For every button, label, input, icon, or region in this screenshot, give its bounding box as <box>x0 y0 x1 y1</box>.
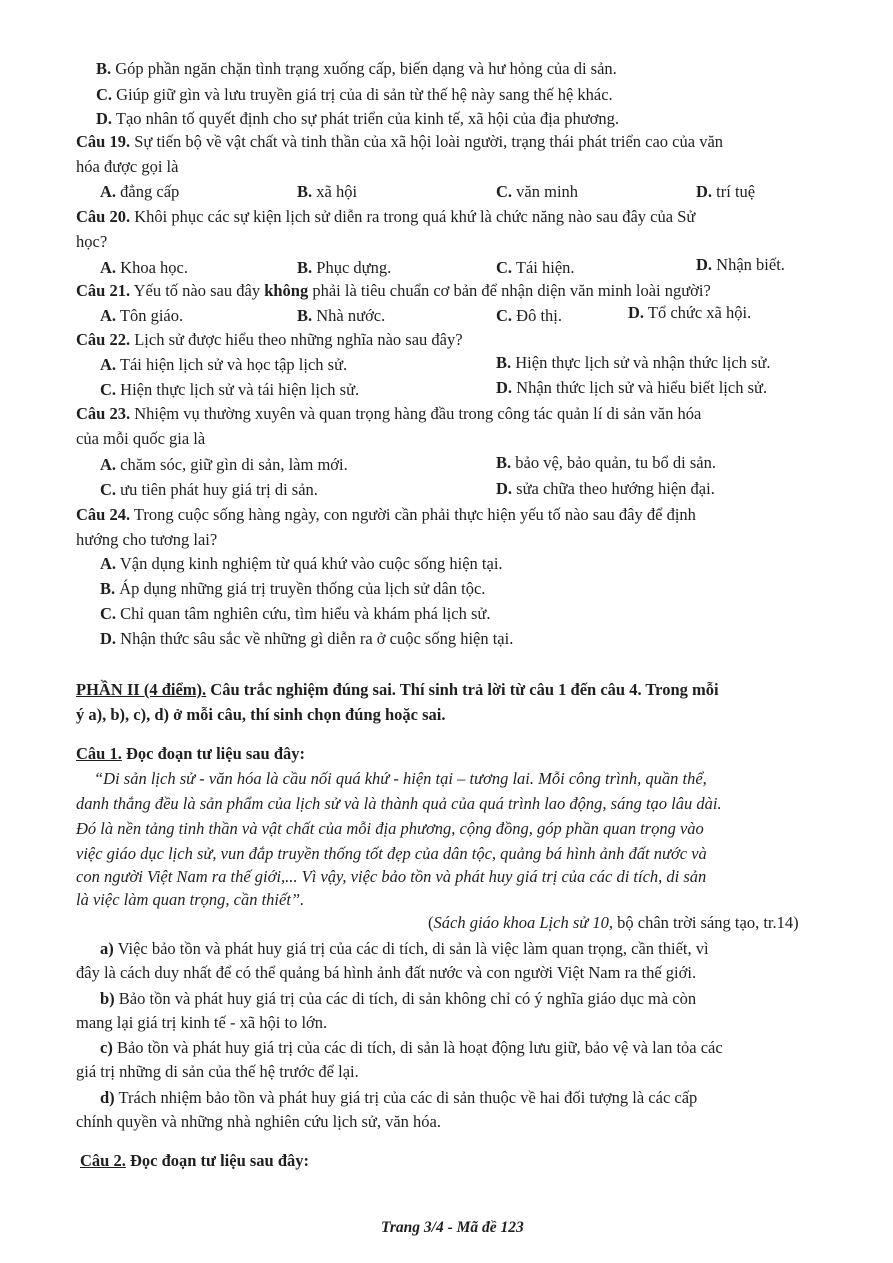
question-19: Câu 19. Sự tiến bộ về vật chất và tinh thần của xã hội loài người, trạng thái phát triển cao của văn <box>76 132 724 151</box>
s1-statement-d: d) Trách nhiệm bảo tồn và phát huy giá trị của các di sản thuộc về hai đối tượng là các cấp <box>100 1088 698 1107</box>
q19-option-a: A. đẳng cấp <box>100 182 180 201</box>
q19-option-b: B. xã hội <box>297 182 358 201</box>
question-24: Câu 24. Trong cuộc sống hàng ngày, con người cần phải thực hiện yếu tố nào sau đây để định <box>76 505 696 524</box>
q24-option-c: C. Chỉ quan tâm nghiên cứu, tìm hiểu và khám phá lịch sử. <box>100 604 491 623</box>
q19-option-c: C. văn minh <box>496 182 579 201</box>
s1-quote-line: việc giáo dục lịch sử, vun đắp truyền thống tốt đẹp của dân tộc, quảng bá hình ảnh đất nước và <box>76 844 707 863</box>
question-23-cont: của mỗi quốc gia là <box>76 429 206 448</box>
s1-statement-d-cont: chính quyền và những nhà nghiên cứu lịch sử, văn hóa. <box>76 1112 441 1131</box>
option-c: C. Giúp giữ gìn và lưu truyền giá trị của di sản từ thế hệ này sang thế hệ khác. <box>96 85 613 104</box>
question-20: Câu 20. Khôi phục các sự kiện lịch sử diễn ra trong quá khứ là chức năng nào sau đây của Sử <box>76 207 696 226</box>
s1-quote-line: “Di sản lịch sử - văn hóa là cầu nối quá khứ - hiện tại – tương lai. Mỗi công trình, quần thể, <box>94 769 707 788</box>
q23-option-a: A. chăm sóc, giữ gìn di sản, làm mới. <box>100 455 348 474</box>
q21-option-a: A. Tôn giáo. <box>100 306 184 325</box>
question-22: Câu 22. Lịch sử được hiểu theo những nghĩa nào sau đây? <box>76 330 463 349</box>
q22-option-d: D. Nhận thức lịch sử và hiểu biết lịch sử. <box>496 378 768 397</box>
s1-statement-a-cont: đây là cách duy nhất để có thể quảng bá hình ảnh đất nước và con người Việt Nam ra thế giới. <box>76 963 697 982</box>
option-d: D. Tạo nhân tố quyết định cho sự phát triển của kinh tế, xã hội của địa phương. <box>96 109 620 128</box>
q20-option-c: C. Tái hiện. <box>496 258 575 277</box>
q21-option-b: B. Nhà nước. <box>297 306 386 325</box>
s1-quote-line: Đó là nền tảng tinh thần và vật chất của mỗi địa phương, cộng đồng, góp phần quan trọng vào <box>76 819 704 838</box>
part2-instruction: ý a), b), c), d) ở mỗi câu, thí sinh chọn đúng hoặc sai. <box>76 705 446 724</box>
q23-option-b: B. bảo vệ, bảo quản, tu bổ di sản. <box>496 453 716 472</box>
s1-statement-a: a) Việc bảo tồn và phát huy giá trị của các di tích, di sản là việc làm quan trọng, cần thiết, vì <box>100 939 709 958</box>
q21-option-c: C. Đô thị. <box>496 306 563 325</box>
question-21: Câu 21. Yếu tố nào sau đây không phải là tiêu chuẩn cơ bản để nhận diện văn minh loài người? <box>76 281 711 300</box>
q22-option-b: B. Hiện thực lịch sử và nhận thức lịch sử. <box>496 353 771 372</box>
q22-option-c: C. Hiện thực lịch sử và tái hiện lịch sử. <box>100 380 360 399</box>
s1-statement-c: c) Bảo tồn và phát huy giá trị của các di tích, di sản là hoạt động lưu giữ, bảo vệ và lan tỏa các <box>100 1038 723 1057</box>
part2-heading: PHẦN II (4 điểm). Câu trắc nghiệm đúng sai. Thí sinh trả lời từ câu 1 đến câu 4. Trong mỗi <box>76 680 719 699</box>
q20-option-d: D. Nhận biết. <box>696 255 785 274</box>
s1-quote-line: là việc làm quan trọng, cần thiết”. <box>76 890 305 909</box>
q23-option-c: C. ưu tiên phát huy giá trị di sản. <box>100 480 318 499</box>
s1-source: (Sách giáo khoa Lịch sử 10, bộ chân trời sáng tạo, tr.14) <box>428 913 799 932</box>
question-20-cont: học? <box>76 232 108 251</box>
q24-option-b: B. Áp dụng những giá trị truyền thống của lịch sử dân tộc. <box>100 579 486 598</box>
s1-quote-line: con người Việt Nam ra thế giới,... Vì vậy, việc bảo tồn và phát huy giá trị của các di tích, di sản <box>76 867 707 886</box>
q23-option-d: D. sửa chữa theo hướng hiện đại. <box>496 479 715 498</box>
s1-heading: Câu 1. Đọc đoạn tư liệu sau đây: <box>76 744 306 763</box>
page-footer: Trang 3/4 - Mã đề 123 <box>381 1219 524 1236</box>
q20-option-a: A. Khoa học. <box>100 258 188 277</box>
question-19-cont: hóa được gọi là <box>76 157 179 176</box>
s1-statement-b: b) Bảo tồn và phát huy giá trị của các di tích, di sản không chỉ có ý nghĩa giáo dục mà còn <box>100 989 697 1008</box>
q24-option-d: D. Nhận thức sâu sắc về những gì diễn ra ở cuộc sống hiện tại. <box>100 629 514 648</box>
s1-statement-c-cont: giá trị những di sản của thế hệ trước để lại. <box>76 1062 359 1081</box>
q21-option-d: D. Tổ chức xã hội. <box>628 303 752 322</box>
s1-quote-line: danh thắng đều là sản phẩm của lịch sử và là thành quả của quá trình lao động, sáng tạo lâu dài. <box>76 794 722 813</box>
q20-option-b: B. Phục dựng. <box>297 258 392 277</box>
q19-option-d: D. trí tuệ <box>696 182 756 201</box>
s1-statement-b-cont: mang lại giá trị kinh tế - xã hội to lớn. <box>76 1013 328 1032</box>
option-b: B. Góp phần ngăn chặn tình trạng xuống cấp, biến dạng và hư hỏng của di sản. <box>96 59 617 78</box>
s2-heading: Câu 2. Đọc đoạn tư liệu sau đây: <box>80 1151 310 1170</box>
q22-option-a: A. Tái hiện lịch sử và học tập lịch sử. <box>100 355 348 374</box>
question-23: Câu 23. Nhiệm vụ thường xuyên và quan trọng hàng đầu trong công tác quản lí di sản văn hóa <box>76 404 702 423</box>
question-24-cont: hướng cho tương lai? <box>76 530 218 549</box>
q24-option-a: A. Vận dụng kinh nghiệm từ quá khứ vào cuộc sống hiện tại. <box>100 554 503 573</box>
